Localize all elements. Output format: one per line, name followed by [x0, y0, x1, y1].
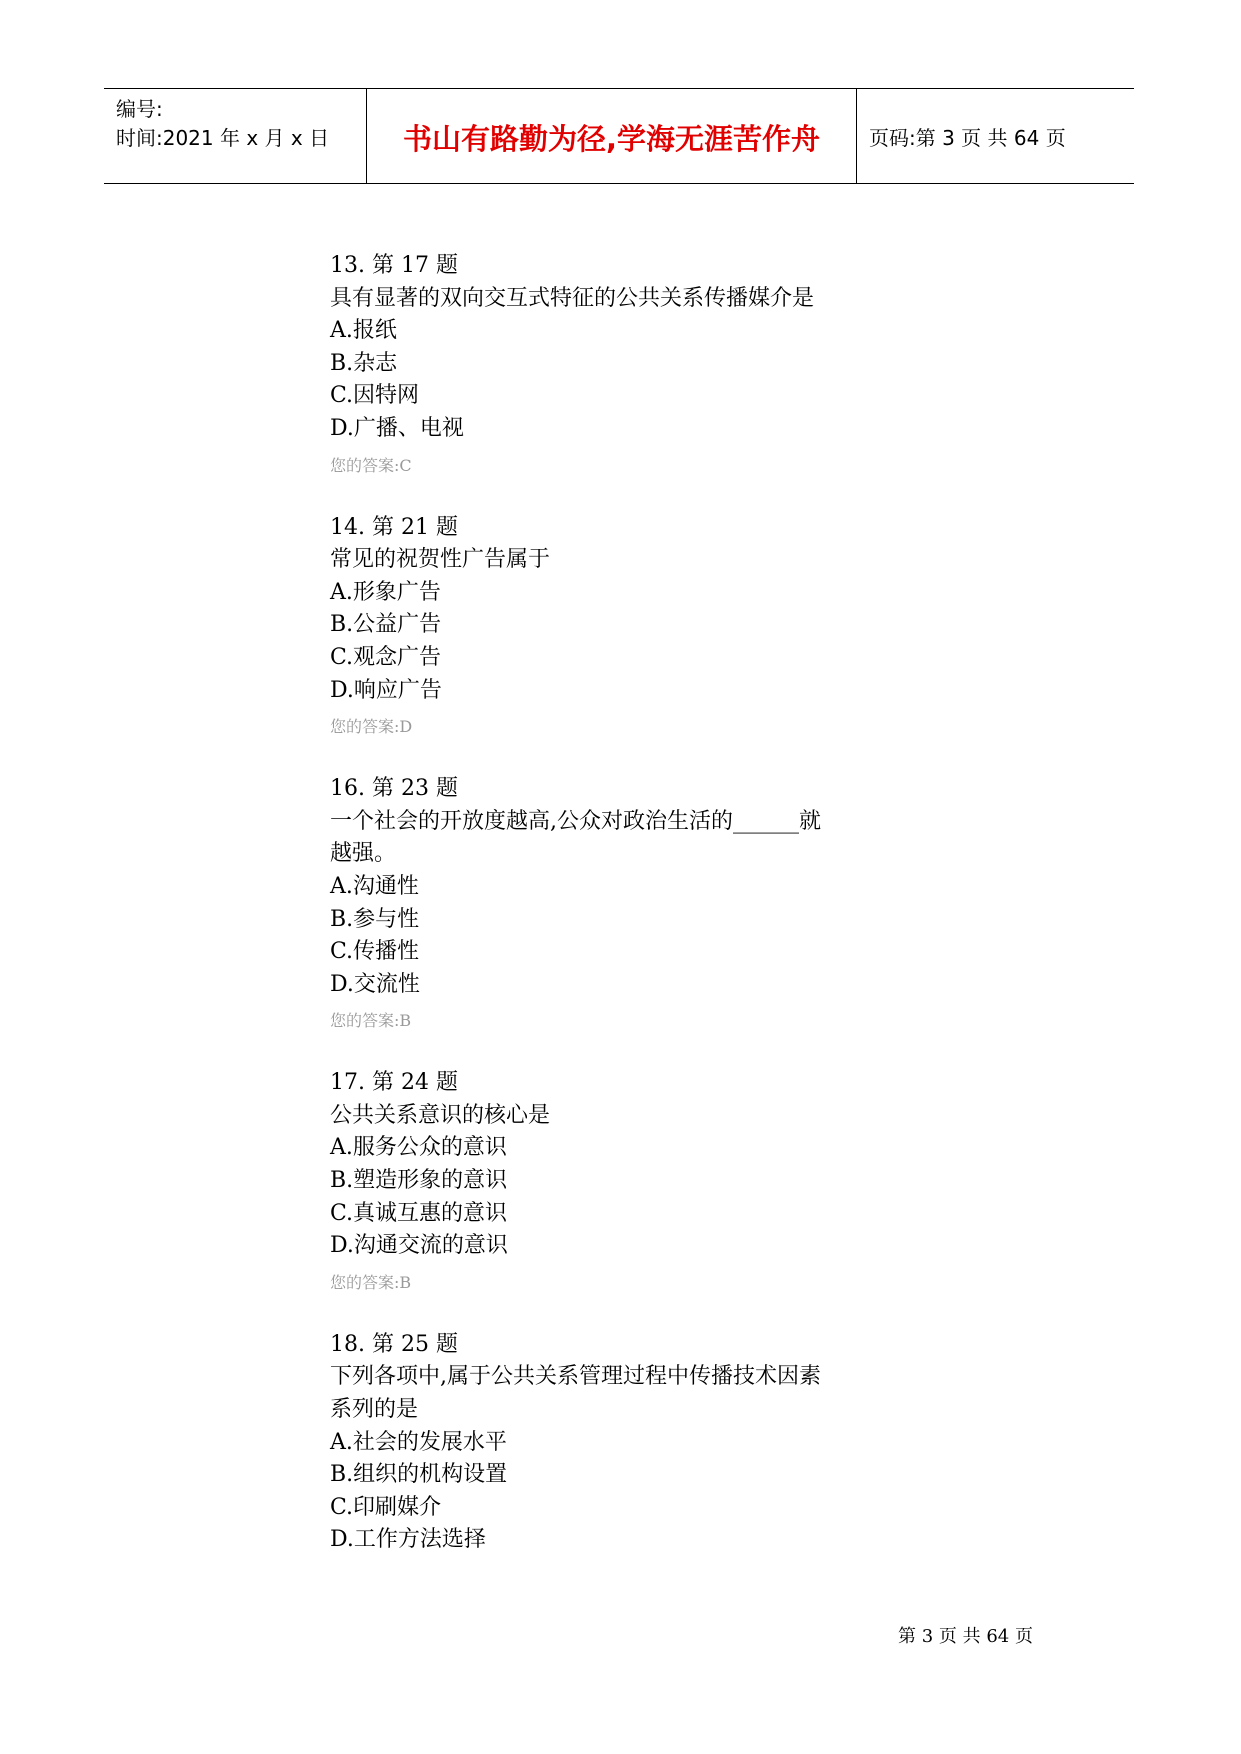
question-number: 13.: [330, 253, 365, 278]
question-heading: [330, 1067, 950, 1100]
page-header: [104, 88, 1134, 184]
serial-label: 编号:: [116, 97, 163, 121]
question-heading: [330, 1329, 950, 1362]
your-answer: 您的答案:B: [330, 1272, 412, 1292]
header-motto: 书山有路勤为径,学海无涯苦作舟: [402, 122, 821, 156]
question-stem-continued: 系列的是: [330, 1397, 419, 1423]
question-item: [330, 1067, 950, 1295]
option-a: A.报纸: [330, 318, 397, 344]
question-title: 第 21 题: [372, 514, 458, 540]
page-footer: 第 3 页 共 64 页: [898, 1626, 1033, 1647]
question-number: 18.: [330, 1331, 365, 1357]
question-heading: [330, 512, 950, 545]
option-d: D.响应广告: [330, 677, 442, 703]
option-c: C.因特网: [330, 383, 420, 409]
option-d: D.沟通交流的意识: [330, 1233, 508, 1259]
header-page-code: 页码:第 3 页 共 64 页: [869, 126, 1066, 150]
time-label: 时间:2021 年 x 月 x 日: [116, 126, 330, 150]
option-b: B.公益广告: [330, 612, 442, 638]
question-stem: 具有显著的双向交互式特征的公共关系传播媒介是: [330, 285, 815, 311]
header-meta-cell: [104, 89, 367, 183]
option-c: C.传播性: [330, 939, 420, 965]
question-item: [330, 250, 950, 478]
question-stem: 常见的祝贺性广告属于: [330, 547, 551, 573]
question-title: 第 17 题: [372, 253, 458, 278]
question-heading: [330, 773, 950, 806]
option-a: A.沟通性: [330, 873, 419, 899]
question-number: 17.: [330, 1070, 365, 1096]
your-answer: 您的答案:D: [330, 717, 413, 737]
question-number: 14.: [330, 514, 365, 540]
option-b: B.组织的机构设置: [330, 1462, 508, 1488]
option-b: B.杂志: [330, 350, 398, 376]
option-a: A.服务公众的意识: [330, 1135, 507, 1161]
option-d: D.工作方法选择: [330, 1527, 486, 1553]
option-a: A.形象广告: [330, 579, 441, 605]
question-list: [330, 250, 950, 1591]
header-motto-cell: [367, 89, 857, 183]
question-item: [330, 1329, 950, 1557]
question-stem: 一个社会的开放度越高,公众对政治生活的______就: [330, 808, 821, 834]
option-d: D.广播、电视: [330, 415, 464, 441]
option-c: C.真诚互惠的意识: [330, 1200, 508, 1226]
question-number: 16.: [330, 776, 365, 802]
question-title: 第 23 题: [372, 776, 458, 802]
question-title: 第 24 题: [372, 1070, 458, 1096]
option-b: B.参与性: [330, 906, 420, 932]
option-d: D.交流性: [330, 971, 420, 997]
option-a: A.社会的发展水平: [330, 1429, 507, 1455]
question-stem: 下列各项中,属于公共关系管理过程中传播技术因素: [330, 1364, 821, 1390]
your-answer: 您的答案:B: [330, 1011, 412, 1031]
header-page-cell: [857, 89, 1134, 183]
option-b: B.塑造形象的意识: [330, 1168, 508, 1194]
option-c: C.观念广告: [330, 644, 442, 670]
question-item: [330, 773, 950, 1033]
your-answer: 您的答案:C: [330, 455, 412, 475]
question-stem-continued: 越强。: [330, 841, 397, 867]
question-item: [330, 512, 950, 740]
question-heading: [330, 250, 950, 283]
question-stem: 公共关系意识的核心是: [330, 1102, 551, 1128]
question-title: 第 25 题: [372, 1331, 458, 1357]
option-c: C.印刷媒介: [330, 1494, 442, 1520]
